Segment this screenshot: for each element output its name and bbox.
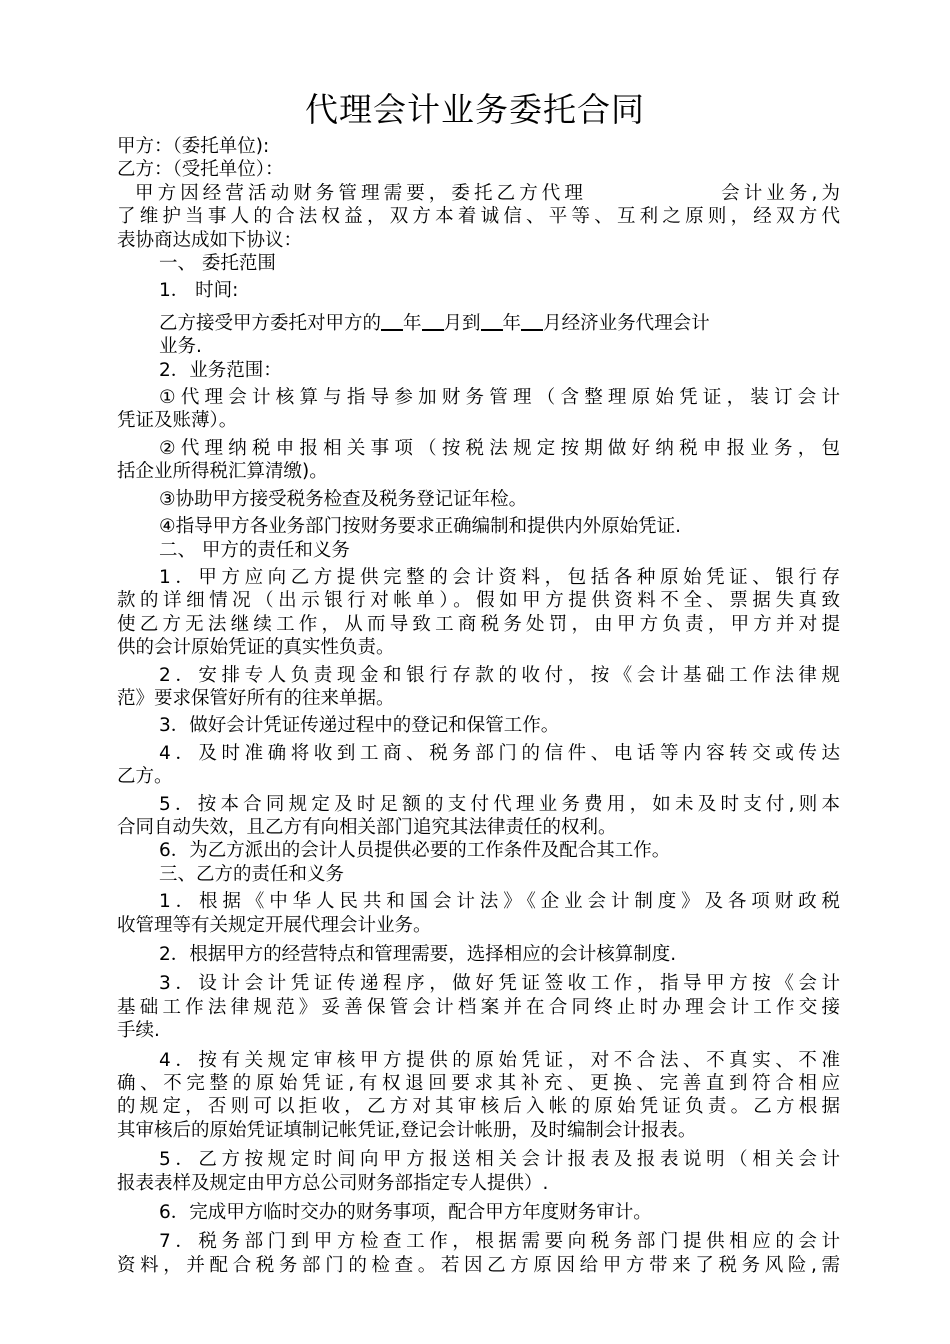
- time-label: 1． 时间:: [159, 280, 239, 302]
- s2-p5-line-1: 5．按本合同规定及时足额的支付代理业务费用，如未及时支付,则本: [159, 793, 840, 815]
- s2-p1-line-3: 使乙方无法继续工作，从而导致工商税务处罚，由甲方负责，甲方并对提: [117, 613, 840, 635]
- s2-p4-line-1: 4．及时准确将收到工商、税务部门的信件、电话等内容转交或传达: [159, 742, 840, 764]
- intro-text-b: 会计业务,为: [717, 182, 840, 204]
- intro-text-a: 甲方因经营活动财务管理需要，委托乙方代理: [135, 182, 587, 204]
- intro-line-2: 了维护当事人的合法权益，双方本着诚信、平等、互利之原则，经双方代: [117, 206, 840, 228]
- s2-paragraph-2: [117, 664, 840, 711]
- s3-paragraph-6: 6．完成甲方临时交办的财务事项，配合甲方年度财务审计。: [159, 1202, 652, 1224]
- s2-paragraph-5: [117, 793, 840, 840]
- s3-p1-line-1: 1．根据《中华人民共和国会计法》《企业会计制度》及各项财政税: [159, 891, 840, 913]
- s3-paragraph-1: [117, 890, 840, 937]
- blank-year-start: [381, 311, 403, 331]
- intro-line-1: [117, 182, 840, 205]
- s3-p4-line-3: 的规定，否则可以拒收，乙方对其审核后入帐的原始凭证负责。乙方根据: [117, 1096, 840, 1118]
- section-3-heading: 三、乙方的责任和义务: [159, 863, 345, 885]
- s2-paragraph-3: 3．做好会计凭证传递过程中的登记和保管工作。: [159, 715, 560, 737]
- blank-month-end: [521, 311, 543, 331]
- s3-paragraph-4: [117, 1049, 840, 1143]
- s2-p5-line-2: 合同自动失效，且乙方有向相关部门追究其法律责任的权利。: [117, 816, 617, 838]
- document-title: 代理会计业务委托合同: [305, 90, 645, 129]
- s3-p5-line-2: 报表表样及规定由甲方总公司财务部指定专人提供）.: [117, 1172, 549, 1194]
- time-text-p5: 月经济业务代理会计: [543, 312, 710, 334]
- scope-label: 2．业务范围：: [159, 359, 282, 381]
- s3-p1-line-2: 收管理等有关规定开展代理会计业务。: [117, 914, 432, 936]
- s3-paragraph-5: [117, 1148, 840, 1195]
- time-text-p2: 年: [403, 312, 422, 334]
- time-text-p4: 年: [502, 312, 522, 334]
- s3-p3-line-2: 基础工作法律规范》妥善保管会计档案并在合同终止时办理会计工作交接: [117, 996, 840, 1018]
- party-b-line: 乙方：（受托单位）：: [117, 159, 284, 181]
- s3-p7-line-1: 7．税务部门到甲方检查工作，根据需要向税务部门提供相应的会计: [159, 1231, 840, 1253]
- scope-item-4: ④指导甲方各业务部门按财务要求正确编制和提供内外原始凭证.: [159, 516, 681, 538]
- blank-year-end: [481, 311, 503, 331]
- s3-p5-line-1: 5．乙方按规定时间向甲方报送相关会计报表及报表说明（相关会计: [159, 1149, 840, 1171]
- scope-item-3: ③协助甲方接受税务检查及税务登记证年检。: [159, 488, 528, 510]
- time-text-line-1: [117, 311, 840, 335]
- s3-p3-line-1: 3．设计会计凭证传递程序，做好凭证签收工作，指导甲方按《会计: [159, 973, 840, 995]
- time-text-line-2: 业务.: [159, 336, 202, 358]
- scope-item-1-line-1: ①代理会计核算与指导参加财务管理（含整理原始凭证，装订会计: [159, 387, 840, 409]
- s2-paragraph-4: [117, 742, 840, 789]
- s2-p1-line-4: 供的会计原始凭证的真实性负责。: [117, 637, 395, 659]
- s3-paragraph-2: 2．根据甲方的经营特点和管理需要，选择相应的会计核算制度.: [159, 944, 677, 965]
- section-1-heading: 一、 委托范围: [159, 253, 276, 275]
- s3-p3-line-3: 手续.: [117, 1020, 160, 1042]
- s3-p4-line-1: 4．按有关规定审核甲方提供的原始凭证，对不合法、不真实、不准: [159, 1049, 840, 1071]
- intro-line-3: 表协商达成如下协议：: [117, 229, 303, 251]
- s3-p7-line-2: 资料，并配合税务部门的检查。若因乙方原因给甲方带来了税务风险,需: [117, 1254, 840, 1276]
- time-text-p3: 月到: [443, 312, 481, 334]
- s3-p4-line-4: 其审核后的原始凭证填制记帐凭证,登记会计帐册，及时编制会计报表。: [117, 1119, 697, 1141]
- s2-p2-line-2: 范》要求保管好所有的往来单据。: [117, 687, 395, 709]
- s3-paragraph-7: [117, 1230, 840, 1277]
- s3-paragraph-3: [117, 972, 840, 1042]
- s2-p4-line-2: 乙方。: [117, 766, 173, 788]
- s2-p2-line-1: 2．安排专人负责现金和银行存款的收付，按《会计基础工作法律规: [159, 664, 840, 686]
- scope-item-1-line-2: 凭证及账薄）。: [117, 410, 238, 432]
- scope-item-2-line-1: ②代理纳税申报相关事项（按税法规定按期做好纳税申报业务，包: [159, 437, 840, 459]
- section-2-heading: 二、 甲方的责任和义务: [159, 539, 350, 561]
- contract-body: [117, 135, 840, 1277]
- s2-p1-line-2: 款的详细情况（出示银行对帐单）。假如甲方提供资料不全、票据失真致: [117, 590, 840, 612]
- blank-month-start: [422, 311, 444, 331]
- s3-p4-line-2: 确、不完整的原始凭证,有权退回要求其补充、更换、完善直到符合相应: [117, 1073, 840, 1095]
- s2-paragraph-1: [117, 566, 840, 660]
- party-a-line: 甲方：（委托单位):: [117, 136, 270, 157]
- s2-paragraph-6: 6．为乙方派出的会计人员提供必要的工作条件及配合其工作。: [159, 840, 671, 862]
- time-text-p1: 乙方接受甲方委托对甲方的: [159, 312, 382, 334]
- scope-item-2-line-2: 括企业所得税汇算清缴)。: [117, 461, 328, 483]
- s2-p1-line-1: 1．甲方应向乙方提供完整的会计资料，包括各种原始凭证、银行存: [159, 566, 840, 588]
